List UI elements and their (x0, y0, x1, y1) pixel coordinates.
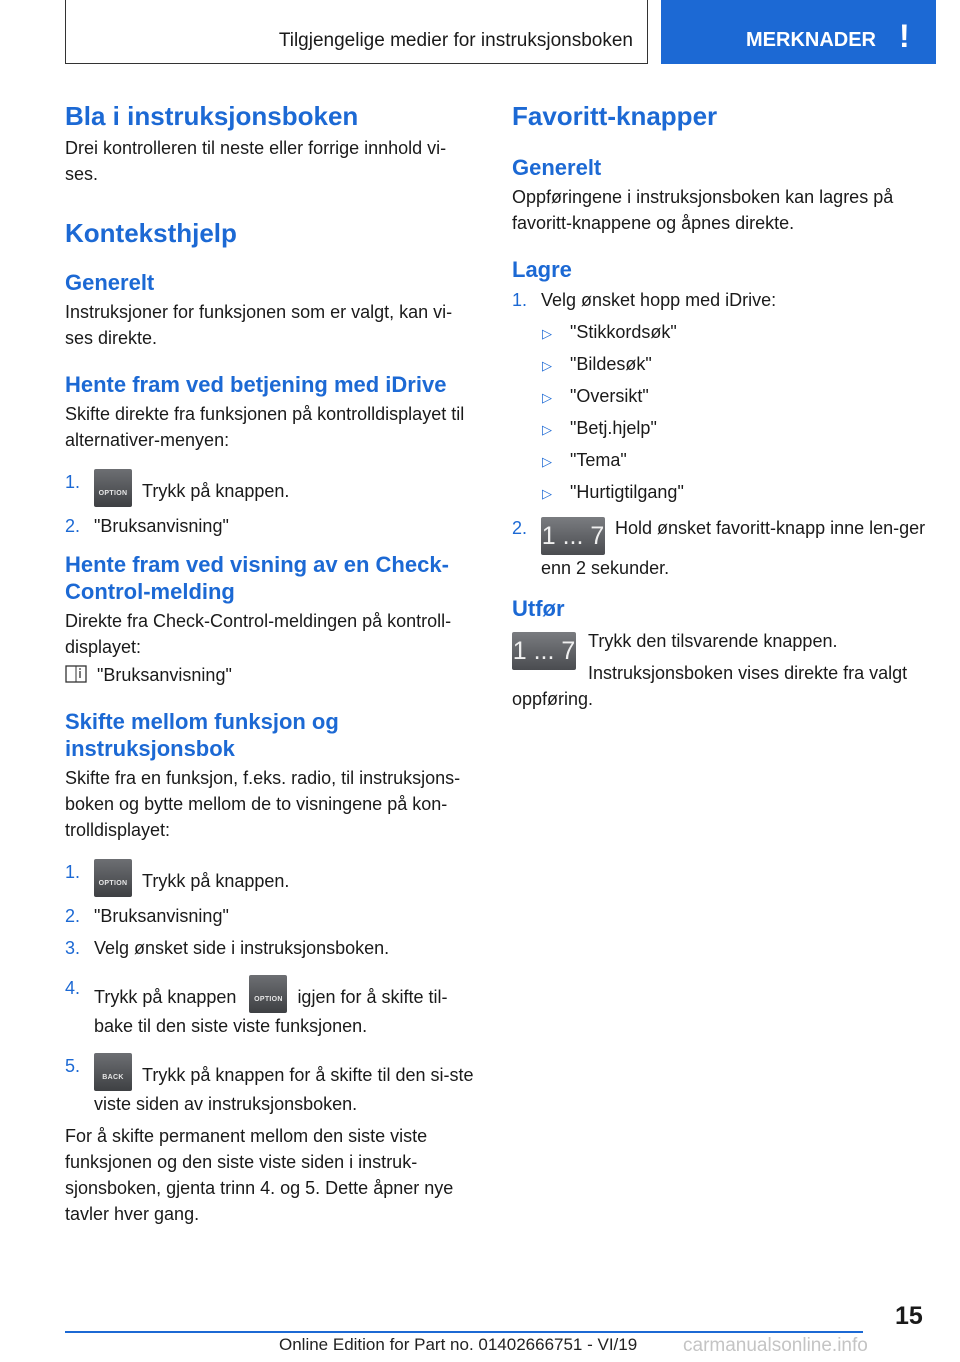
triangle-bullet-icon: ▷ (542, 422, 552, 437)
back-button-icon: BACK (94, 1053, 132, 1091)
triangle-bullet-icon: ▷ (542, 326, 552, 341)
step-text: "Bruksanvisning" (94, 906, 229, 926)
step-text: Velg ønsket hopp med iDrive: (541, 290, 777, 310)
step-text: Hold ønsket favoritt-knapp inne len-ger enn 2 sekunder. (541, 518, 926, 578)
text-browse: Drei kontrolleren til neste eller forrige innhold vi-ses. (65, 138, 447, 184)
footer-edition: Online Edition for Part no. 01402666751 - VI/19 (279, 1335, 638, 1354)
list-item (65, 903, 477, 929)
step-number: 2. (65, 906, 81, 926)
option-button-icon: OPTION (249, 975, 287, 1013)
heading-favorites: Favoritt-knapper (512, 101, 718, 131)
step-number: 3. (65, 938, 81, 958)
steps-via-idrive (65, 469, 477, 539)
steps-switch (65, 859, 477, 1117)
step-text: "Bruksanvisning" (94, 516, 229, 536)
steps-save-2 (512, 515, 927, 581)
heading-browse: Bla i instruksjonsboken (65, 101, 359, 131)
right-column (512, 100, 927, 712)
heading-general-left: Generelt (65, 270, 155, 295)
step-number: 1. (65, 862, 81, 882)
list-item (65, 975, 477, 1039)
list-item (65, 859, 477, 897)
list-item: ▷ "Oversikt" (512, 383, 927, 409)
triangle-bullet-icon: ▷ (542, 454, 552, 469)
exclamation-icon: ! (899, 18, 910, 54)
list-item (65, 469, 477, 507)
heading-save: Lagre (512, 257, 572, 282)
list-item: ▷ "Bildesøk" (512, 351, 927, 377)
list-item: ▷ "Tema" (512, 447, 927, 473)
list-item (65, 935, 477, 961)
text-general-left: Instruksjoner for funksjonen som er valgt, kan vi-ses direkte. (65, 302, 453, 348)
heading-via-check-control: Hente fram ved visning av en Check-Control-melding (65, 552, 449, 604)
step-text: igjen for å skifte til-bake til den siste viste funksjonen. (94, 987, 448, 1036)
list-item: ▷ "Hurtigtilgang" (512, 479, 927, 505)
text-execute-line1: Trykk den tilsvarende knappen. (588, 631, 838, 651)
header-section-tab (65, 0, 648, 64)
step-number: 5. (65, 1056, 81, 1076)
step-text: Trykk på knappen (94, 987, 237, 1007)
heading-general-right: Generelt (512, 155, 602, 180)
step-text: Trykk på knappen. (142, 481, 290, 501)
favorite-button-icon: 1 ... 7 (541, 517, 605, 555)
header-section-title: Tilgjengelige medier for instruksjonsboken (278, 30, 633, 51)
list-item: ▷ "Betj.hjelp" (512, 415, 927, 441)
list-item: ▷ "Stikkordsøk" (512, 319, 927, 345)
text-general-right: Oppføringene i instruksjonsboken kan lagres på favoritt-knappene og åpnes direkte. (512, 187, 894, 233)
step-number: 1. (65, 472, 81, 492)
manual-icon (65, 665, 87, 683)
step-number: 2. (512, 518, 528, 538)
header-chapter-label: MERKNADER (746, 29, 876, 51)
check-control-item: "Bruksanvisning" (65, 662, 477, 688)
steps-save (512, 287, 927, 313)
step-text: Velg ønsket side i instruksjonsboken. (94, 938, 390, 958)
footer-divider (65, 1331, 863, 1333)
save-options-list (512, 319, 927, 505)
option-button-icon: OPTION (94, 469, 132, 507)
heading-switch: Skifte mellom funksjon og instruksjonsbok (65, 709, 339, 761)
heading-context-help: Konteksthjelp (65, 218, 237, 248)
list-item (65, 1053, 477, 1117)
step-number: 2. (65, 516, 81, 536)
text-via-idrive: Skifte direkte fra funksjonen på kontrolldisplayet til alternativer-menyen: (65, 404, 465, 450)
triangle-bullet-icon: ▷ (542, 486, 552, 501)
text-switch: Skifte fra en funksjon, f.eks. radio, til instruksjons-boken og bytte mellom de to visningene på kon-trolldisplayet: (65, 768, 461, 840)
step-number: 4. (65, 978, 81, 998)
list-item (65, 513, 477, 539)
step-text: Trykk på knappen for å skifte til den si-ste viste siden av instruksjonsboken. (94, 1065, 474, 1114)
step-text: Trykk på knappen. (142, 871, 290, 891)
left-column (65, 100, 477, 1227)
heading-via-idrive: Hente fram ved betjening med iDrive (65, 372, 447, 397)
header-chapter-tab (661, 0, 936, 64)
list-item (512, 287, 927, 313)
list-item (512, 515, 927, 581)
watermark: carmanualsonline.info (683, 1335, 868, 1356)
page-number: 15 (895, 1302, 923, 1330)
favorite-button-icon: 1 ... 7 (512, 632, 576, 670)
execute-block (512, 628, 927, 712)
heading-execute: Utfør (512, 596, 565, 621)
triangle-bullet-icon: ▷ (542, 390, 552, 405)
text-via-check-control: Direkte fra Check-Control-meldingen på kontroll-displayet: (65, 611, 452, 657)
step-number: 1. (512, 290, 528, 310)
text-switch-closing: For å skifte permanent mellom den siste viste funksjonen og den siste viste siden i instruk-sjonsboken, gjenta trinn 4. og 5. Dette åpner nye tavler hver gang. (65, 1126, 454, 1224)
text-execute-line2: Instruksjonsboken vises direkte fra valgt oppføring. (512, 663, 908, 709)
option-button-icon: OPTION (94, 859, 132, 897)
triangle-bullet-icon: ▷ (542, 358, 552, 373)
